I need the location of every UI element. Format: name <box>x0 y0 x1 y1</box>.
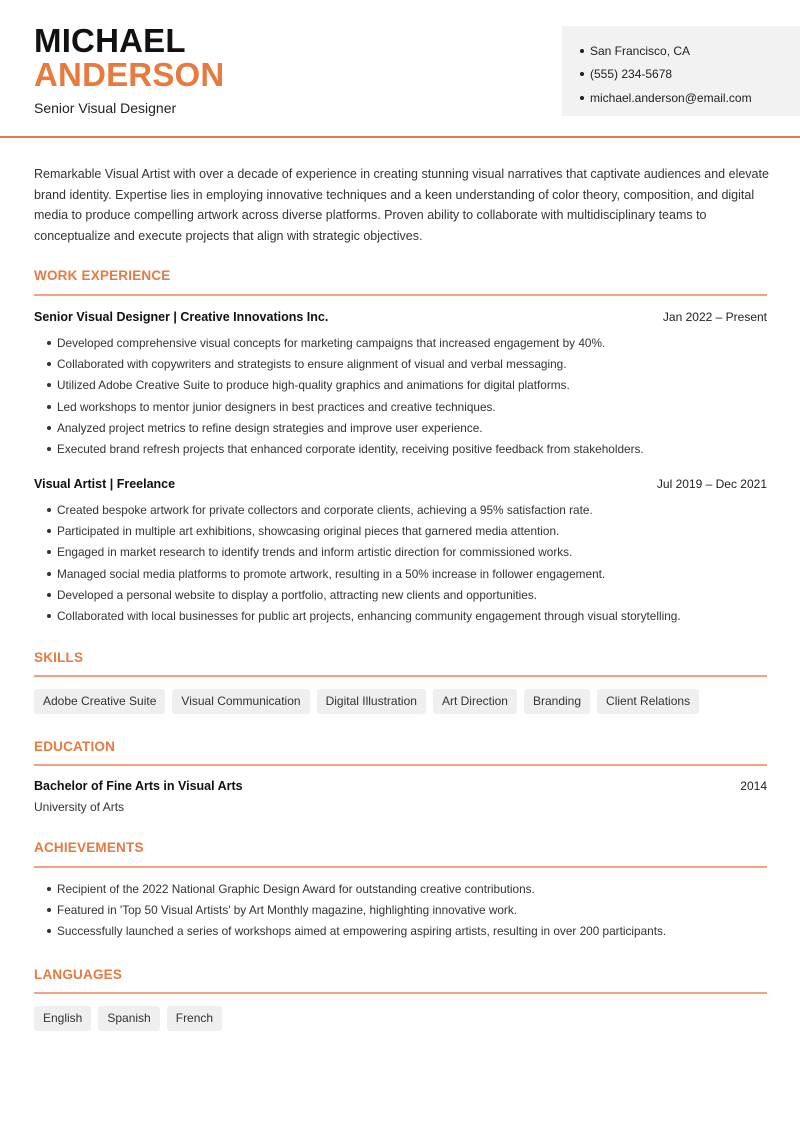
job-dates: Jul 2019 – Dec 2021 <box>656 477 767 491</box>
list-item <box>34 375 774 396</box>
list-item <box>34 584 774 605</box>
job-header-2 <box>34 477 767 491</box>
list-item <box>34 899 774 920</box>
degree-name: Bachelor of Fine Arts in Visual Arts <box>34 779 243 793</box>
contact-email[interactable] <box>580 86 800 110</box>
job-name: Senior Visual Designer | Creative Innovations Inc. <box>34 310 329 324</box>
skill-chip: Adobe Creative Suite <box>34 689 165 714</box>
bullet-text: Analyzed project metrics to refine design strategies and improve user experience. <box>57 420 483 435</box>
bullet-text: Created bespoke artwork for private collectors and corporate clients, achieving a 95% satisfaction rate. <box>57 502 593 517</box>
bullet-text: Developed a personal website to display a portfolio, attracting new clients and opportunities. <box>57 587 538 602</box>
job-dates: Jan 2022 – Present <box>662 310 767 324</box>
job-name: Visual Artist | Freelance <box>34 477 176 491</box>
graduation-year: 2014 <box>740 779 767 793</box>
bullet-text: Recipient of the 2022 National Graphic Design Award for outstanding creative contributions. <box>57 881 535 896</box>
bullet-text: Executed brand refresh projects that enhanced corporate identity, receiving positive feedback from stakeholders. <box>57 442 644 457</box>
section-divider <box>34 866 767 868</box>
resume-header <box>0 0 800 138</box>
bullet-icon <box>580 72 584 76</box>
bullet-icon <box>47 572 51 576</box>
list-item <box>34 499 774 520</box>
language-chip: Spanish <box>98 1006 159 1031</box>
bullet-text: Led workshops to mentor junior designers in best practices and creative techniques. <box>57 399 496 414</box>
skill-chip: Client Relations <box>597 689 699 714</box>
section-title-skills: SKILLS <box>34 650 84 665</box>
contact-phone <box>580 63 800 87</box>
contact-box <box>562 26 800 116</box>
bullet-text: Featured in 'Top 50 Visual Artists' by Art Monthly magazine, highlighting innovative work. <box>57 902 518 917</box>
phone-text: (555) 234-5678 <box>590 67 673 82</box>
contact-location <box>580 39 800 63</box>
bullet-icon <box>47 341 51 345</box>
bullet-icon <box>47 550 51 554</box>
first-name: MICHAEL <box>34 22 186 59</box>
section-divider <box>34 764 767 766</box>
list-item <box>34 396 774 417</box>
list-item <box>34 417 774 438</box>
bullet-icon <box>47 887 51 891</box>
bullet-text: Developed comprehensive visual concepts for marketing campaigns that increased engagement by 40%. <box>57 335 606 350</box>
bullet-text: Engaged in market research to identify trends and inform artistic direction for commissioned works. <box>57 545 573 560</box>
section-title-education: EDUCATION <box>34 739 116 754</box>
bullet-icon <box>47 529 51 533</box>
bullet-icon <box>47 405 51 409</box>
section-divider <box>34 294 767 296</box>
education-header <box>34 779 767 793</box>
bullet-text: Managed social media platforms to promote artwork, resulting in a 50% increase in follower engagement. <box>57 566 606 581</box>
language-chip: English <box>34 1006 91 1031</box>
bullet-text: Successfully launched a series of workshops aimed at empowering aspiring artists, resulting in over 200 participants. <box>57 924 667 939</box>
section-title-work: WORK EXPERIENCE <box>34 268 171 283</box>
email-text[interactable]: michael.anderson@email.com <box>590 90 752 105</box>
job-header-1 <box>34 310 767 324</box>
bullet-icon <box>47 362 51 366</box>
bullet-icon <box>47 614 51 618</box>
job-2-bullets <box>34 499 774 627</box>
bullet-text: Collaborated with copywriters and strategists to ensure alignment of visual and verbal messaging. <box>57 356 567 371</box>
skill-chip: Art Direction <box>433 689 517 714</box>
list-item <box>34 878 774 899</box>
skill-chip: Digital Illustration <box>317 689 426 714</box>
job-1-bullets <box>34 332 774 460</box>
section-title-achievements: ACHIEVEMENTS <box>34 840 144 855</box>
bullet-icon <box>47 908 51 912</box>
bullet-icon <box>580 96 584 100</box>
skill-chip: Branding <box>524 689 590 714</box>
location-text: San Francisco, CA <box>590 43 691 58</box>
achievements-list <box>34 878 774 942</box>
list-item <box>34 921 774 942</box>
languages-list <box>34 1006 222 1031</box>
language-chip: French <box>167 1006 222 1031</box>
list-item <box>34 438 774 459</box>
bullet-text: Participated in multiple art exhibitions, showcasing original pieces that garnered media attention. <box>57 523 560 538</box>
school-name: University of Arts <box>34 800 125 814</box>
last-name: ANDERSON <box>34 56 225 93</box>
professional-summary: Remarkable Visual Artist with over a decade of experience in creating stunning visual narratives that captivate audiences and elevate brand identity. Expertise lies in employing innovative techniques and a keen understanding of color theory, composition, and digital media to produce compelling artwork across diverse platforms. Proven ability to collaborate with multidisciplinary teams to conceptualize and execute projects that align with strategic objectives. <box>34 167 769 243</box>
bullet-icon <box>47 593 51 597</box>
bullet-icon <box>580 49 584 53</box>
skills-list <box>34 689 699 714</box>
list-item <box>34 605 774 626</box>
bullet-icon <box>47 426 51 430</box>
bullet-icon <box>47 383 51 387</box>
bullet-icon <box>47 929 51 933</box>
skill-chip: Visual Communication <box>172 689 309 714</box>
section-title-languages: LANGUAGES <box>34 967 123 982</box>
list-item <box>34 563 774 584</box>
section-divider <box>34 992 767 994</box>
list-item <box>34 332 774 353</box>
bullet-icon <box>47 447 51 451</box>
bullet-text: Utilized Adobe Creative Suite to produce high-quality graphics and animations for digital platforms. <box>57 378 570 393</box>
bullet-text: Collaborated with local businesses for public art projects, enhancing community engagement through visual storytelling. <box>57 609 681 624</box>
list-item <box>34 520 774 541</box>
list-item <box>34 353 774 374</box>
section-divider <box>34 675 767 677</box>
list-item <box>34 542 774 563</box>
bullet-icon <box>47 508 51 512</box>
job-title: Senior Visual Designer <box>34 100 177 116</box>
